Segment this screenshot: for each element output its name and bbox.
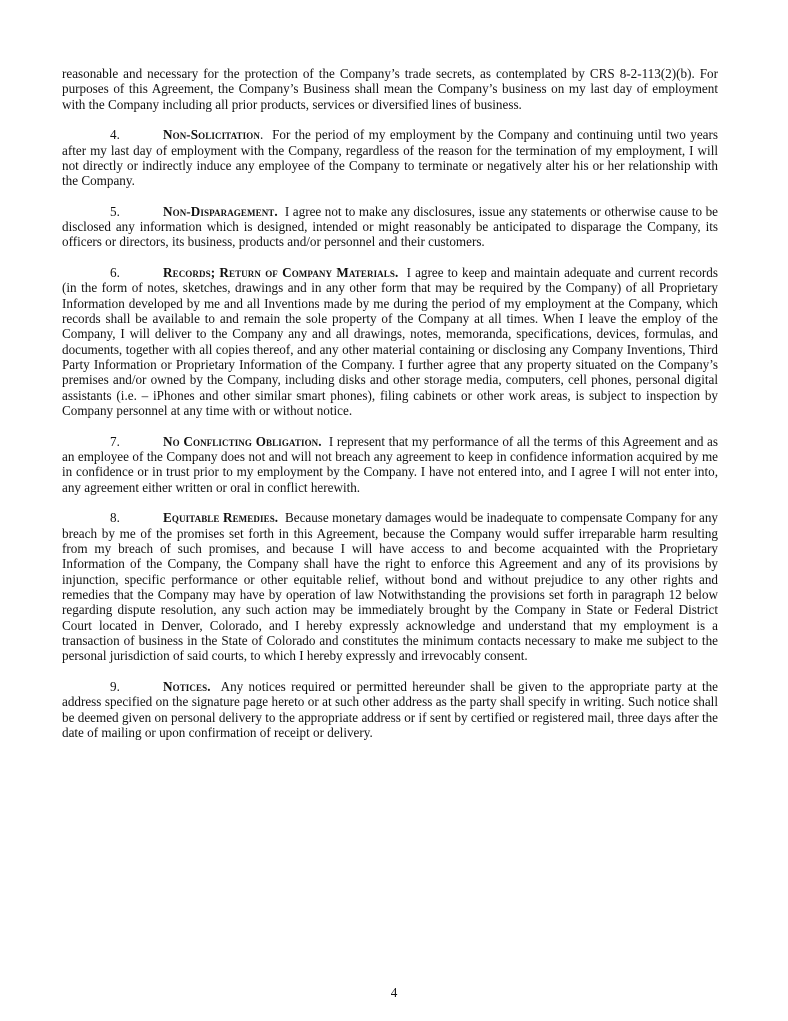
section-paragraph <box>62 265 718 418</box>
section-number: 8. <box>110 510 120 526</box>
section-heading: Notices. <box>163 678 211 694</box>
section-paragraph <box>62 510 718 663</box>
section-heading: Non-Disparagement. <box>163 203 278 219</box>
section-number: 9. <box>110 678 120 694</box>
section-text: I agree to keep and maintain adequate and current records (in the form of notes, sketches, drawings and in any other form that may be required by the Company) of all Proprietary Information developed by me and all Inventions made by me during the period of my employment at the Company, which records shall be available to and remain the sole property of the Company at all times. When I leave the employ of the Company, I will deliver to the Company any and all drawings, notes, memoranda, specifications, devices, formulas, and documents, together with all copies thereof, and any other material containing or disclosing any Company Inventions, Third Party Information or Proprietary Information of the Company. I further agree that any property situated on the Company’s premises and/or owned by the Company, including disks and other storage media, computers, cell phones, personal digital assistants (i.e. – iPhones and other similar smart phones), filing cabinets or other work areas, is subject to inspection by Company personnel at any time with or without notice. <box>62 265 718 419</box>
section-text: I represent that my performance of all the terms of this Agreement and as an employee of the Company does not and will not breach any agreement to keep in confidence information acquired by me in confidence or in trust prior to my employment by the Company. I have not entered into, and I agree I will not enter into, any agreement either written or oral in conflict herewith. <box>62 433 718 495</box>
section-heading: Records; Return of Company Materials. <box>163 265 399 280</box>
section-text: For the period of my employment by the Company and continuing until two years after my last day of employment with the Company, regardless of the reason for the termination of my employment, I will not directly or indirectly induce any employee of the Company to terminate or negatively alter his or her relationship with the Company. <box>62 127 718 189</box>
section-number: 6. <box>110 265 120 280</box>
section-heading: Non-Solicitation <box>163 127 260 143</box>
intro-paragraph: reasonable and necessary for the protection of the Company’s trade secrets, as contemplated by CRS 8-2-113(2)(b). For purposes of this Agreement, the Company’s Business shall mean the Company’s business on my last day of employment with the Company including all prior products, services or diversified lines of business. <box>62 66 718 112</box>
section-text: I agree not to make any disclosures, issue any statements or otherwise cause to be disclosed any information which is designed, intended or might reasonably be anticipated to disparage the Company, its officers or directors, its business, products and/or personnel and their customers. <box>62 203 718 250</box>
section-heading-punctuation: . <box>259 127 264 143</box>
section-number: 5. <box>110 203 120 219</box>
section-number: 7. <box>110 433 120 449</box>
section-text: Because monetary damages would be inadequate to compensate Company for any breach by me of the promises set forth in this Agreement, because the Company would suffer irreparable harm resulting from my breach of such promises, and because I will have access to and become acquainted with the Proprietary Information of the Company, the Company shall have the right to enforce this Agreement and any of its provisions by injunction, specific performance or other equitable relief, without bond and without prejudice to any other rights and remedies that the Company may have by operation of law Notwithstanding the provisions set forth in paragraph 12 below regarding dispute resolution, any such action may be immediately brought by the Company in State or Federal District Court located in Denver, Colorado, and I hereby expressly acknowledge and understand that my employment is a transaction of business in the State of Colorado and constitutes the minimum contacts necessary to make me subject to the personal jurisdiction of said courts, to which I hereby expressly and irrevocably consent. <box>62 510 718 664</box>
section-heading: No Conflicting Obligation. <box>163 433 322 449</box>
section-paragraph <box>62 127 718 188</box>
section-text: Any notices required or permitted hereunder shall be given to the appropriate party at the address specified on the signature page hereto or at such other address as the party shall specify in writing. Such notice shall be deemed given on personal delivery to the appropriate address or if sent by certified or registered mail, three days after the date of mailing or upon confirmation of receipt or delivery. <box>62 678 718 740</box>
section-number: 4. <box>110 127 120 143</box>
section-heading: Equitable Remedies. <box>163 510 279 526</box>
section-paragraph <box>62 204 718 250</box>
document-page <box>62 66 718 755</box>
section-paragraph <box>62 679 718 740</box>
page-number: 4 <box>390 985 398 1000</box>
section-paragraph <box>62 434 718 495</box>
